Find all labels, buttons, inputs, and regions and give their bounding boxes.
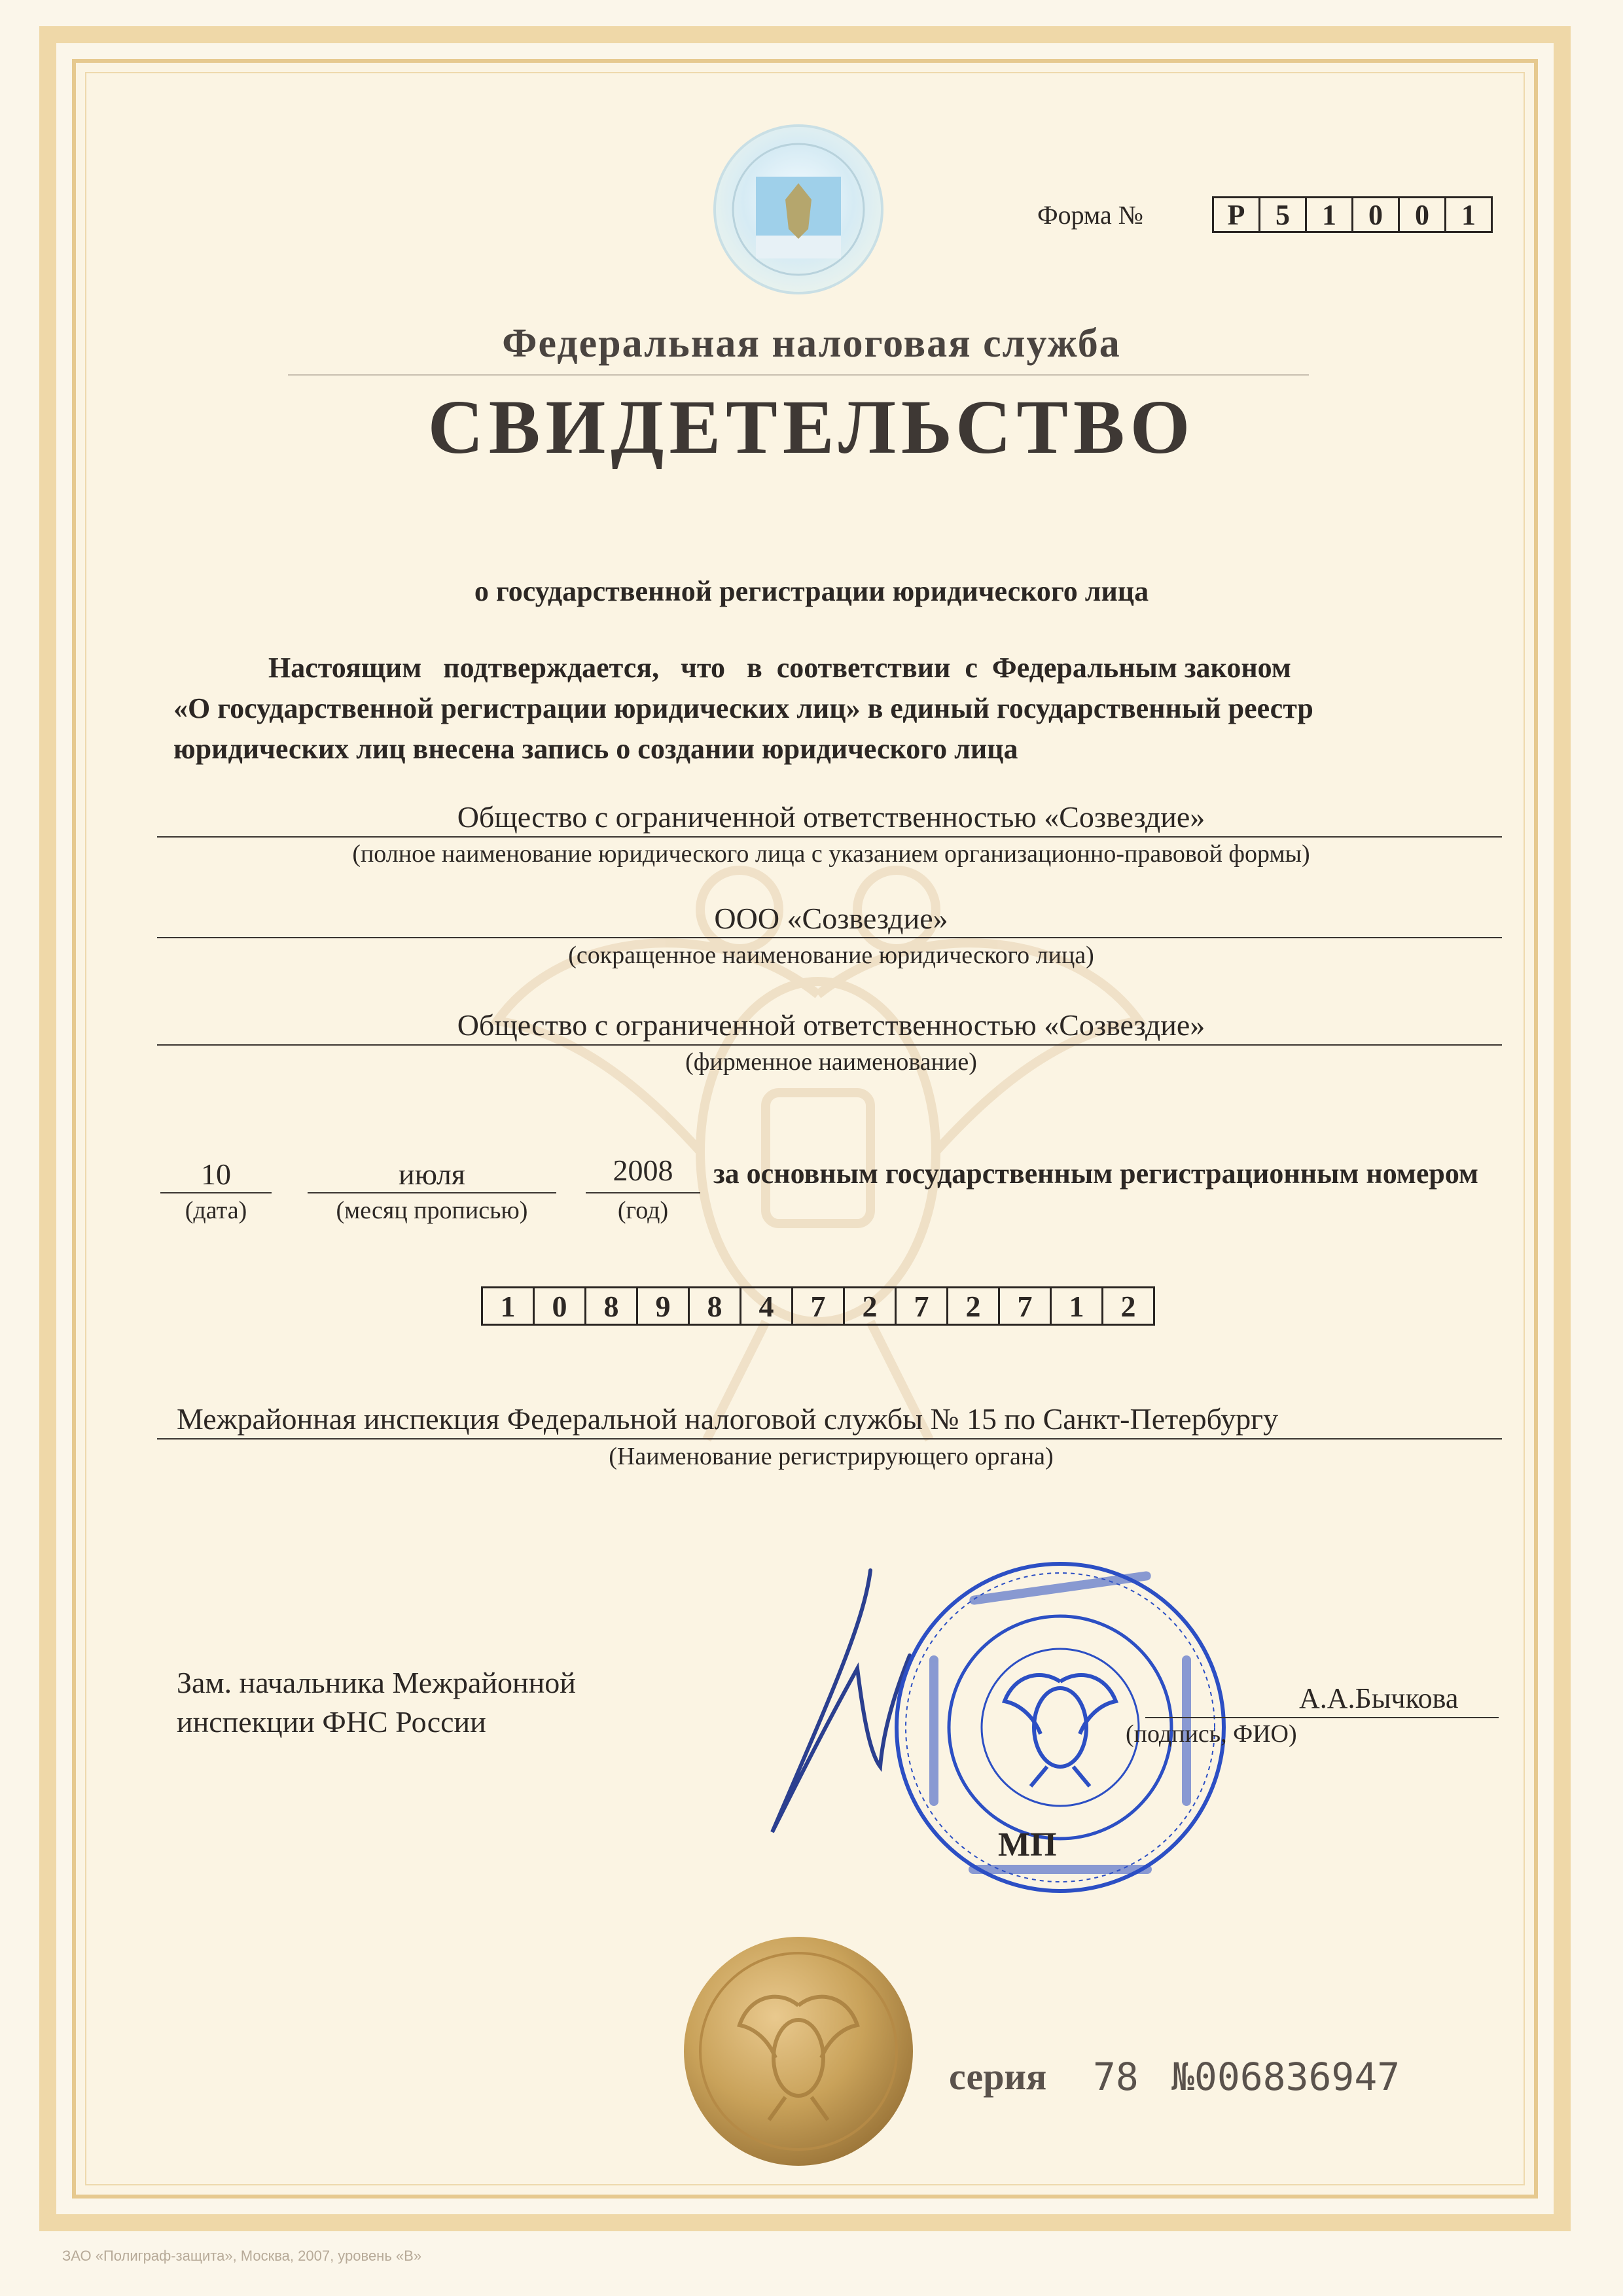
date-value: 10 xyxy=(201,1157,231,1191)
double-headed-eagle-icon xyxy=(458,785,1178,1505)
year-line xyxy=(586,1192,700,1193)
ogrn-digit-cell: 7 xyxy=(791,1286,845,1326)
agency-underline xyxy=(288,374,1309,376)
paragraph-line-2: «О государственной регистрации юридических лиц» в единый государственный реестр xyxy=(173,692,1313,724)
signer-line xyxy=(1145,1717,1499,1718)
ogrn-digit-cell: 7 xyxy=(998,1286,1052,1326)
paragraph-line-3: юридических лиц внесена запись о создании юридического лица xyxy=(173,733,1018,765)
month-value: июля xyxy=(399,1157,465,1191)
ogrn-digit-cell: 1 xyxy=(1050,1286,1103,1326)
ogrn-digit-cell: 2 xyxy=(946,1286,1000,1326)
month-caption: (месяц прописью) xyxy=(336,1197,528,1224)
form-label: Форма № xyxy=(1037,200,1143,230)
paragraph-line-1: Настоящим подтверждается, что в соответствии с Федеральным законом xyxy=(268,652,1291,684)
full-name-line xyxy=(157,836,1502,838)
date-caption: (дата) xyxy=(185,1197,247,1224)
signer-position-line-2: инспекции ФНС России xyxy=(177,1705,486,1739)
ogrn-digit-cell: 0 xyxy=(533,1286,586,1326)
gold-seal-icon xyxy=(681,1934,916,2169)
ogrn-boxes xyxy=(483,1286,1155,1326)
signer-caption: (подпись, ФИО) xyxy=(1126,1720,1297,1748)
printer-note: ЗАО «Полиграф-защита», Москва, 2007, уровень «В» xyxy=(62,2248,422,2264)
signer-name: А.А.Бычкова xyxy=(1299,1682,1459,1714)
full-name-caption: (полное наименование юридического лица с указанием организационно-правовой формы) xyxy=(352,840,1310,868)
short-name-caption: (сокращенное наименование юридического лица) xyxy=(568,942,1094,969)
ogrn-digit-cell: 2 xyxy=(1101,1286,1155,1326)
ogrn-digit-cell: 1 xyxy=(481,1286,535,1326)
ogrn-digit-cell: 7 xyxy=(895,1286,948,1326)
short-name-value: ООО «Созвездие» xyxy=(714,902,948,935)
mp-label: МП xyxy=(998,1826,1057,1863)
full-name-value: Общество с ограниченной ответственностью «Созвездие» xyxy=(457,800,1205,834)
form-code-boxes xyxy=(1214,196,1493,233)
form-code-cell: 0 xyxy=(1351,196,1400,233)
form-code-cell: 1 xyxy=(1305,196,1353,233)
form-code-cell: 1 xyxy=(1444,196,1493,233)
hologram-emblem-icon xyxy=(710,121,887,298)
ogrn-label: за основным государственным регистрационным номером xyxy=(713,1157,1478,1190)
form-code-cell: 0 xyxy=(1398,196,1446,233)
document-title: СВИДЕТЕЛЬСТВО xyxy=(427,384,1196,470)
document-subtitle: о государственной регистрации юридического лица xyxy=(474,575,1149,607)
month-line xyxy=(308,1192,556,1193)
form-code-cell: 5 xyxy=(1258,196,1307,233)
short-name-line xyxy=(157,937,1502,938)
ogrn-digit-cell: 8 xyxy=(688,1286,741,1326)
authority-line xyxy=(157,1438,1502,1439)
series-value: 78 xyxy=(1093,2055,1139,2099)
agency-name: Федеральная налоговая служба xyxy=(502,321,1121,366)
ogrn-digit-cell: 9 xyxy=(636,1286,690,1326)
year-value: 2008 xyxy=(613,1154,673,1187)
brand-name-caption: (фирменное наименование) xyxy=(685,1048,977,1076)
signer-position-line-1: Зам. начальника Межрайонной xyxy=(177,1666,576,1699)
certificate-number: №006836947 xyxy=(1171,2055,1400,2099)
brand-name-value: Общество с ограниченной ответственностью «Созвездие» xyxy=(457,1008,1205,1042)
ogrn-digit-cell: 2 xyxy=(843,1286,897,1326)
series-label: серия xyxy=(949,2055,1047,2098)
authority-caption: (Наименование регистрирующего органа) xyxy=(609,1443,1054,1470)
year-caption: (год) xyxy=(617,1197,669,1224)
form-code-cell: Р xyxy=(1212,196,1260,233)
date-line xyxy=(160,1192,272,1193)
brand-name-line xyxy=(157,1044,1502,1046)
ogrn-digit-cell: 8 xyxy=(584,1286,638,1326)
authority-value: Межрайонная инспекция Федеральной налоговой службы № 15 по Санкт-Петербургу xyxy=(177,1402,1279,1436)
ogrn-digit-cell: 4 xyxy=(740,1286,793,1326)
